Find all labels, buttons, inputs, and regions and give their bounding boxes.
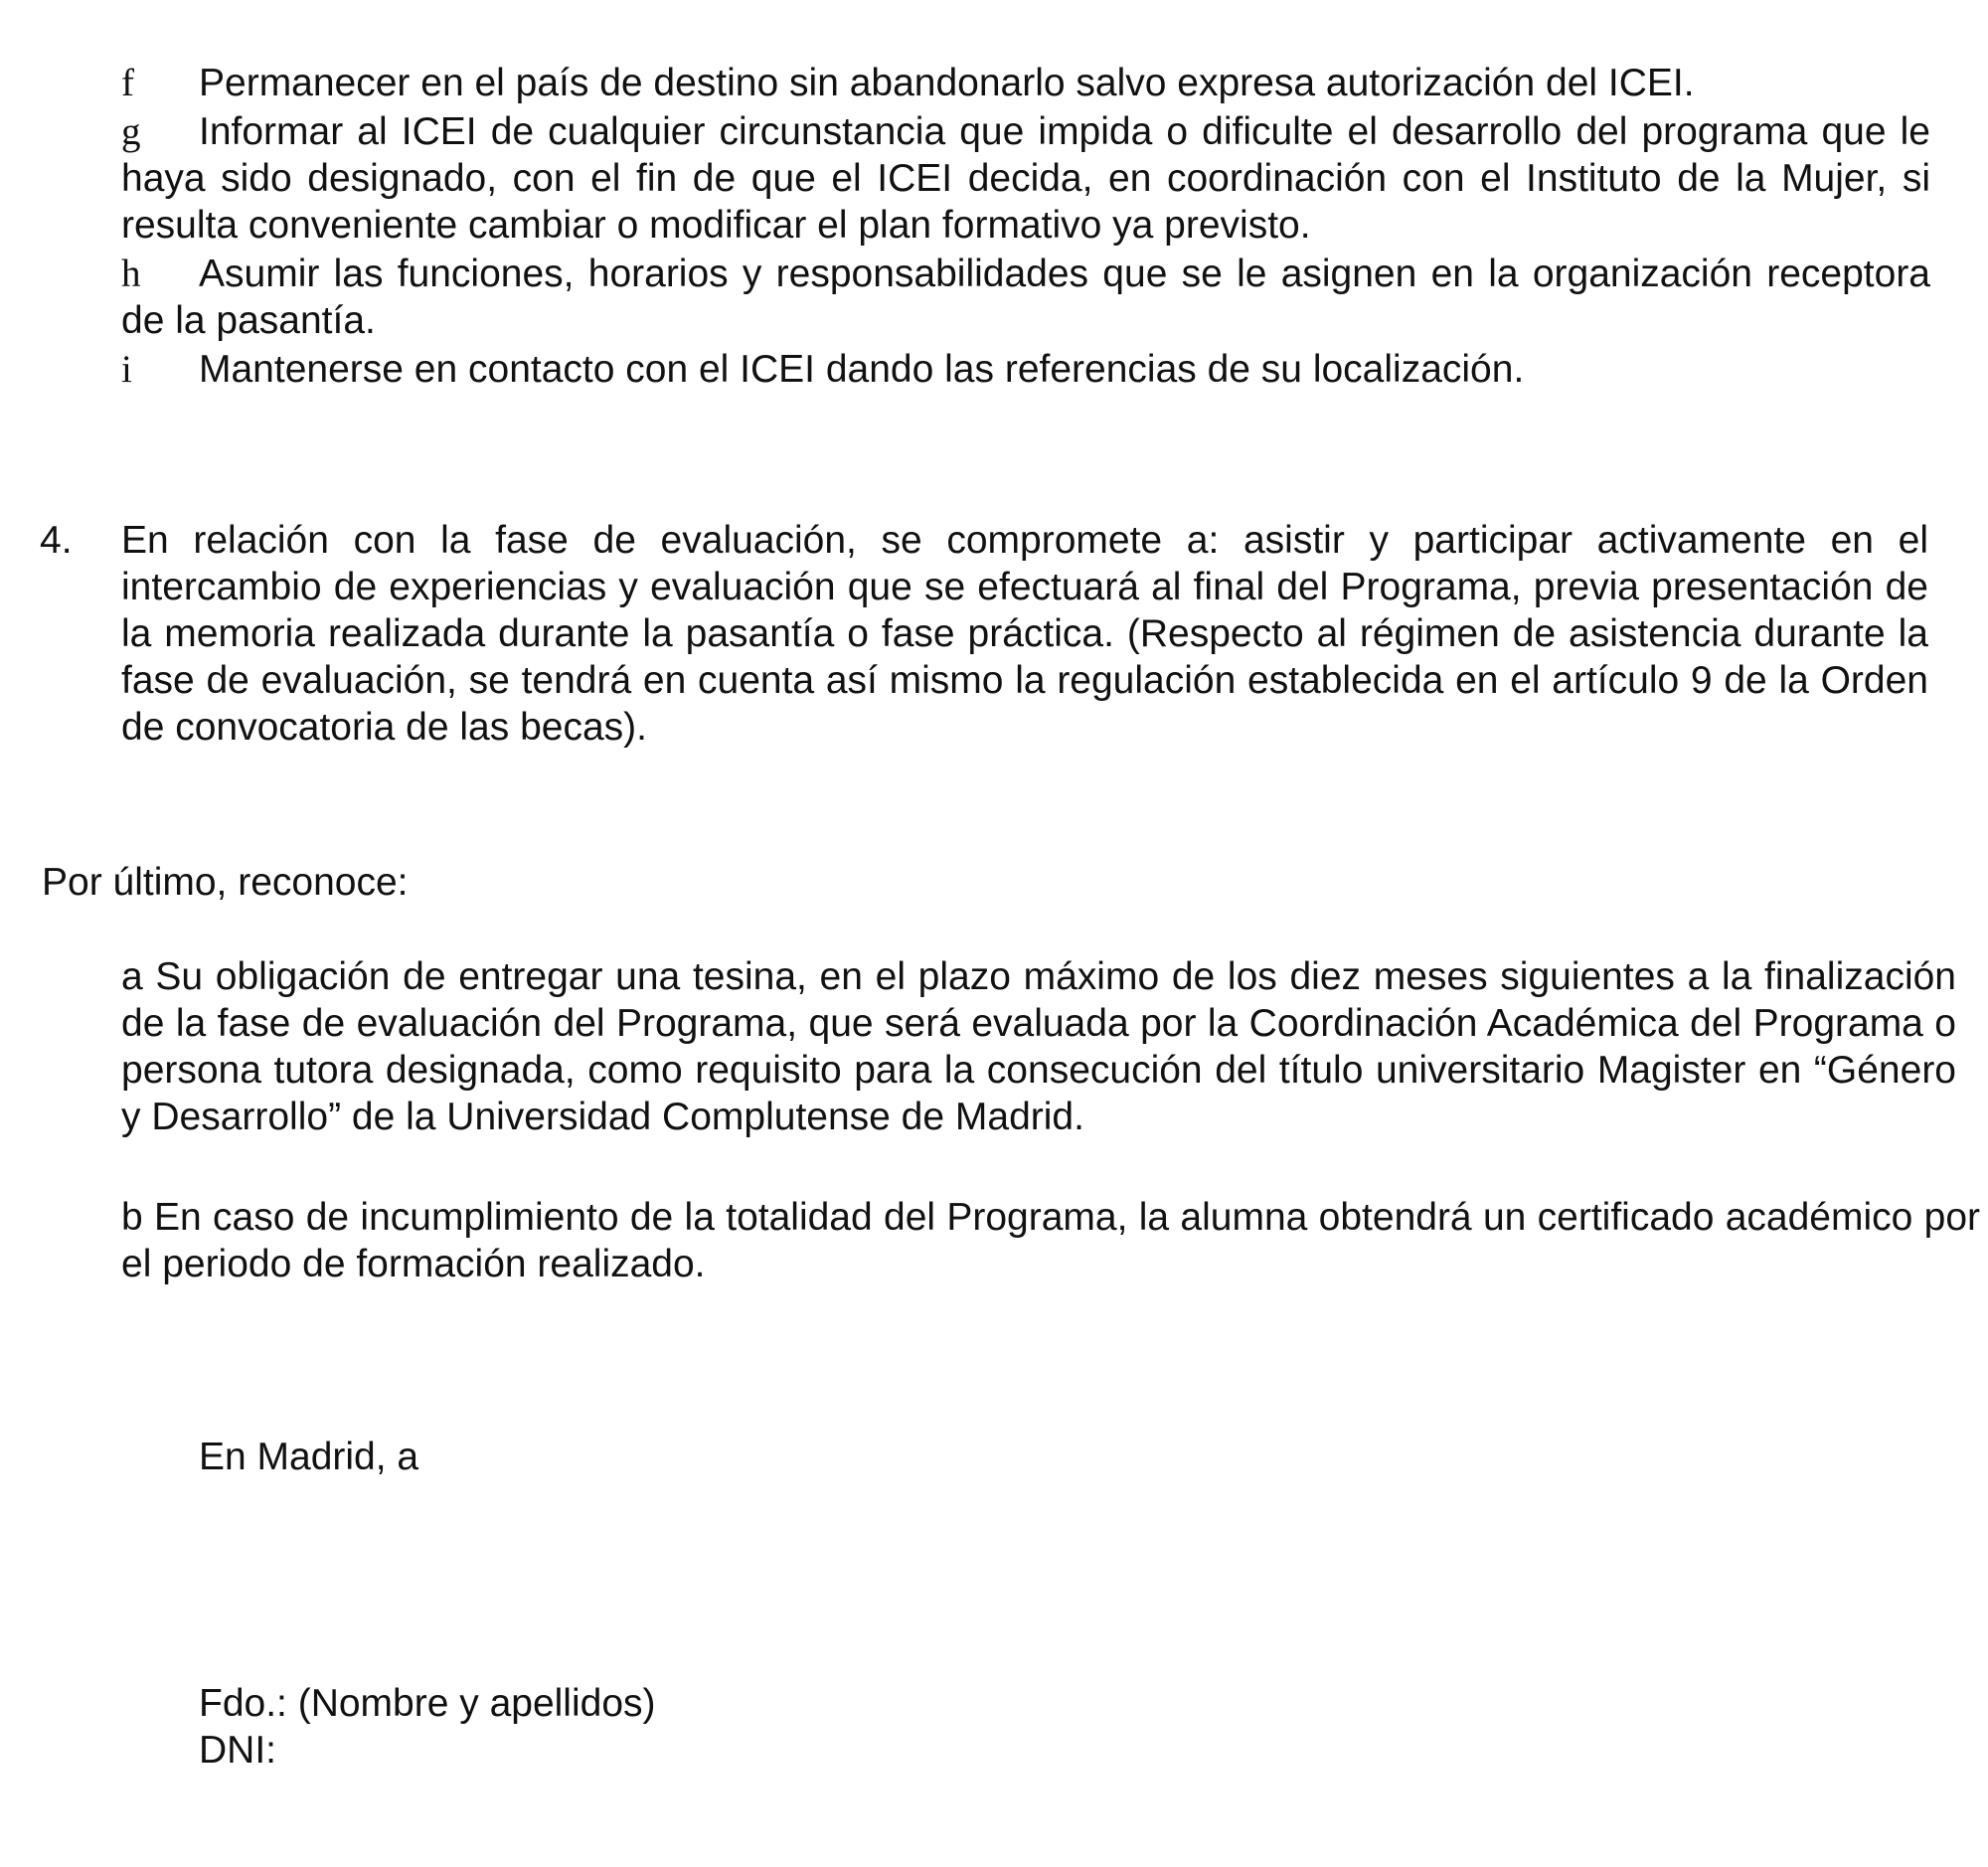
obligation-letter: g bbox=[121, 110, 141, 153]
recognition-item-b: b En caso de incumplimiento de la totalidad del Programa, la alumna obtendrá un certificado académico por el periodo de formación realizado. bbox=[121, 1196, 1980, 1285]
signed-by-line: Fdo.: (Nombre y apellidos) bbox=[199, 1682, 656, 1725]
evaluation-text: En relación con la fase de evaluación, se compromete a: asistir y participar activamente en el intercambio de experiencias y evaluación que se efectuará al final del Programa, previa presentación de la memoria realizada durante la pasantía o fase práctica. (Respecto al régimen de asistencia durante la fase de evaluación, se tendrá en cuenta así mismo la regulación establecida en el artículo 9 de la Orden de convocatoria de las becas). bbox=[121, 519, 1928, 749]
dni-line: DNI: bbox=[199, 1729, 276, 1772]
recognition-item-a: a Su obligación de entregar una tesina, en el plazo máximo de los diez meses siguientes a la finalización de la fase de evaluación del Programa, que será evaluada por la Coordinación Académica del Programa o persona tutora designada, como requisito para la consecución del título universitario Magister en “Género y Desarrollo” de la Universidad Complutense de Madrid. bbox=[121, 955, 1956, 1138]
place-date-line: En Madrid, a bbox=[199, 1436, 419, 1478]
obligation-item-f bbox=[121, 60, 1930, 106]
obligation-item-h bbox=[121, 251, 1930, 344]
obligation-text: Permanecer en el país de destino sin abandonarlo salvo expresa autorización del ICEI. bbox=[199, 62, 1695, 104]
obligation-text: Informar al ICEI de cualquier circunstancia que impida o dificulte el desarrollo del programa que le haya sido designado, con el fin de que el ICEI decida, en coordinación con el Instituto de la Mujer, si resulta conveniente cambiar o modificar el plan formativo ya previsto. bbox=[121, 110, 1930, 247]
obligation-text: Asumir las funciones, horarios y responsabilidades que se le asignen en la organización receptora de la pasantía. bbox=[121, 253, 1930, 342]
obligation-item-i bbox=[121, 346, 1930, 393]
evaluation-number: 4. bbox=[40, 519, 73, 562]
obligation-text: Mantenerse en contacto con el ICEI dando las referencias de su localización. bbox=[199, 348, 1525, 391]
obligation-letter: f bbox=[121, 62, 134, 104]
obligation-letter: i bbox=[121, 348, 132, 391]
obligation-item-g bbox=[121, 108, 1930, 249]
obligation-letter: h bbox=[121, 253, 141, 295]
recognition-intro: Por último, reconoce: bbox=[42, 861, 409, 904]
obligations-list bbox=[121, 60, 1930, 395]
